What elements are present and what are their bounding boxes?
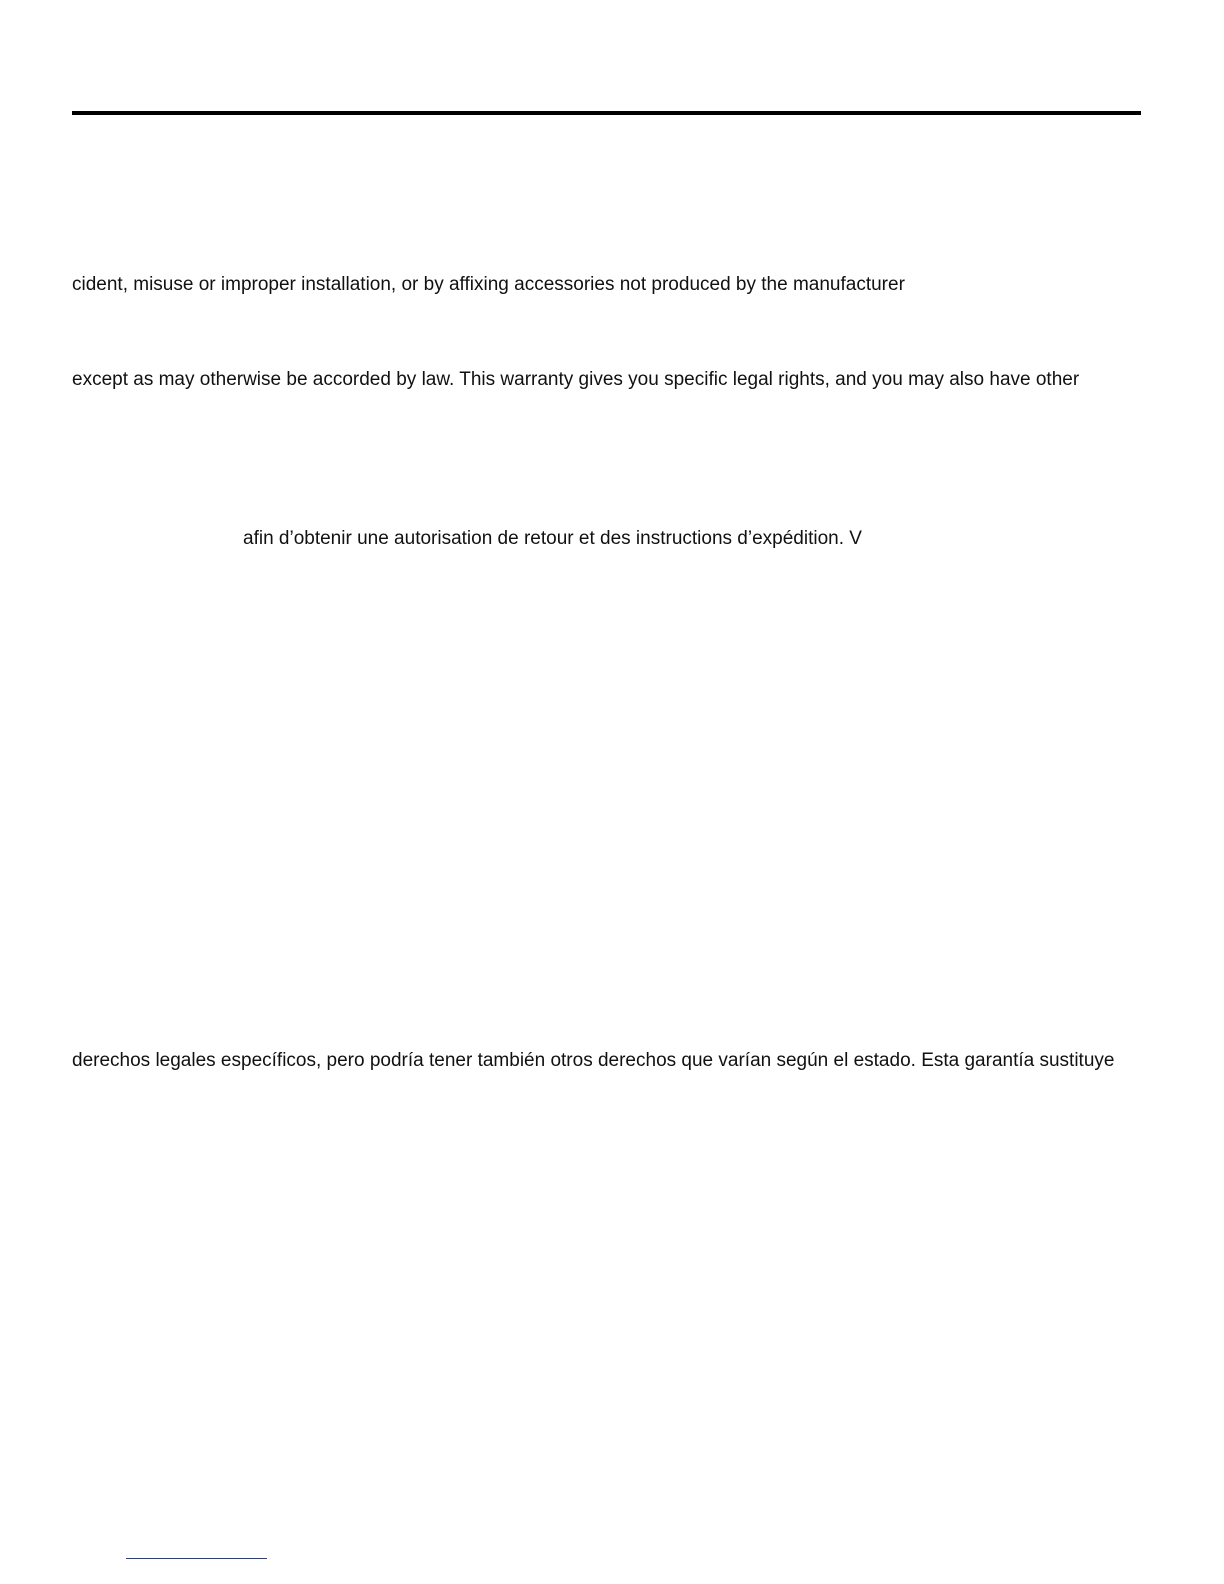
warranty-text-line-en-2: except as may otherwise be accorded by law. This warranty gives you specific legal rights, and you may also have other: [72, 369, 1080, 390]
warranty-text-line-fr: afin d’obtenir une autorisation de retour et des instructions d’expédition. V: [243, 528, 862, 549]
header-rule: [72, 111, 1141, 115]
footer-link-underline[interactable]: [126, 1558, 267, 1559]
warranty-text-line-en-1: cident, misuse or improper installation, or by affixing accessories not produced by the manufacturer: [72, 274, 905, 295]
warranty-text-line-es: derechos legales específicos, pero podría tener también otros derechos que varían según el estado. Esta garantía sustituye: [72, 1050, 1115, 1071]
